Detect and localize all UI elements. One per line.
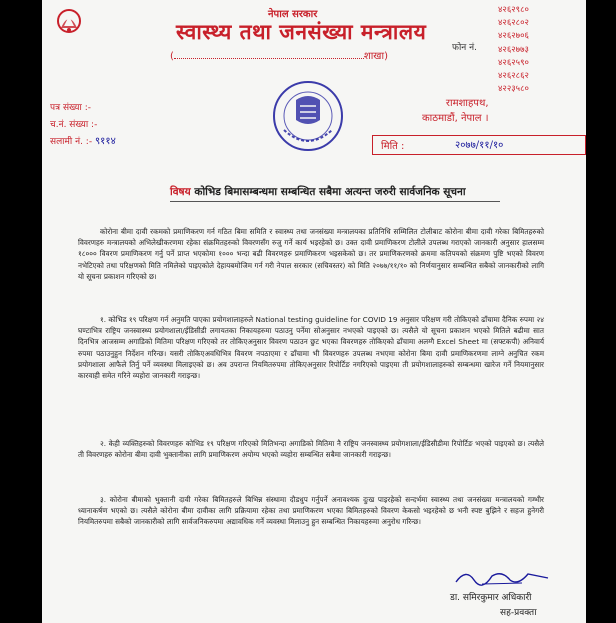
date-box xyxy=(372,135,586,155)
phone-number: ४२६२७०६ xyxy=(498,31,529,42)
date-value: २०७७/११/१० xyxy=(455,140,504,151)
ministry-stamp-icon xyxy=(270,78,346,154)
branch-suffix: शाखा) xyxy=(363,51,388,62)
signatory-title: सह-प्रवक्ता xyxy=(500,608,537,618)
letter-number-label: पत्र संख्या :- xyxy=(50,103,91,113)
subject-label: विषय xyxy=(170,186,191,198)
paragraph-point-3: ३. कोरोना बीमाको भुक्तानी दावी गरेका बिमितहरुले बिभिन्न संस्थामा दौडधुप गर्नुपर्ने अनावश्यक दुःख पाइरहेको सन्दर्भमा स्वास्थ्य तथा जनसंख्या मन्त्रालयको गम्भीर ध्यानाकर्षण भएको छ। त्यसैले कोरोना बीमा दावीका लागि प्रक्रियामा रहेका तथा प्रमाणिकरण भएका बिमितहरुको विवरण केकसो भइरहेको छ भनी स्पष्ट बुझिने र सहज हुनेगरी नियमितरुपमा सबैको जानकारीको लागि सार्वजनिकरुपमा अद्यावधिक गर्ने व्यवस्था मिलाउनु हुन सम्बन्धित निकायहरुमा अनुरोध गरिन्छ। xyxy=(78,495,544,527)
ministry-name: स्वास्थ्य तथा जनसंख्या मन्त्रालय xyxy=(176,20,427,44)
address-line-1: रामशाहपथ, xyxy=(445,98,489,109)
branch-line xyxy=(170,48,388,62)
phone-number: ४२६२५९० xyxy=(498,57,529,68)
phone-number: ४२६२९८० xyxy=(498,5,529,15)
branch-blank xyxy=(174,50,364,59)
branch-prefix: ( xyxy=(170,51,174,62)
phone-list xyxy=(498,4,529,96)
phone-label: फोन नं. xyxy=(452,43,477,53)
subject-text: कोभिड बिमासम्बन्धमा सम्बन्धित सबैमा अत्यन्त जरुरी सार्वजनिक सूचना xyxy=(194,186,466,198)
dispatch-number-label: च.नं. संख्या :- xyxy=(50,120,98,130)
letter-page xyxy=(42,0,586,623)
paragraph-point-2: २. केही व्यक्तिहरुको विवरणहरु कोभिड १९ परिक्षण गरिएको मितिभन्दा अगाडिको मितिमा नै राष्ट्रिय जनस्वास्थ्य प्रयोगशाला/ईडिसीडीमा रिपोर्टिङ भएको पाइएको छ। त्यसैले ती विवरणहरु कोरोना बीमा दावी भुक्तानीका लागि प्रमाणिकरण अयोग्य भएको व्यहोरा सम्बन्धित सबैमा जानकारी गराइन्छ। xyxy=(78,439,544,460)
phone-number: ४२६२८०२ xyxy=(498,18,529,29)
subject-line xyxy=(170,185,466,199)
phone-number: ४२६२७७३ xyxy=(498,44,529,55)
reference-label: सलामी नं. :- xyxy=(50,137,93,147)
reference-number: ९११४ xyxy=(94,136,116,147)
signatory-name: डा. समिरकुमार अधिकारी xyxy=(450,593,532,603)
handwritten-signature-icon xyxy=(452,566,562,588)
nepal-emblem-icon xyxy=(56,6,82,36)
paragraph-point-1: १. कोभिड १९ परिक्षण गर्न अनुमति पाएका प्रयोगशालाहरुले National testing guideline for COVID 19 अनुसार परिक्षण गरी तोकिएको ढाँचामा दैनिक रुपमा २४ घण्टाभित्र राष्ट्रिय जनस्वास्थ्य प्रयोगशाला/ईडिसीडी लगायतका निकायहरुमा पठाउनु पर्नेमा सोअनुसार नभएको पाइएको छ। त्यसैले यो सूचना प्रकाशन भएको मितिले बढीमा सात दिनभित्र आजसम्म अगाडिको मितिमा परिक्षण गरिएको तर तोकिएअनुसार विवरण पठाउन छुट भएका विवरणहरु तोकिएको ढाँचामा अलग्गै Excel Sheet मा (सफ्टकपी) अनिवार्य रुपमा पठाउनुहुन निर्देशन गरिन्छ। यसरी तोकिएअवधिभित्र विवरण नपठाएमा र ढाँचामा भी विवरणहरु उपलब्ध नभएमा कोरोना बिमा दावी प्रमाणिकरणमा लाग्ने अनुचित रकम प्रयोगशाला आफैले तिर्नु पर्ने व्यवस्था मिलाइएको छ। अव उपरान्त नियमितरुपमा तोकिएअनुसार रिपोर्टिङ नगरिएको पाइएमा ती प्रयोगशालाहरुको सम्बन्धमा खारेज गर्ने नियमानुसार कारवाही समेत गरिने व्यहोरा जानकारी गराइन्छ। xyxy=(78,315,544,381)
phone-number: ४२६२८६२ xyxy=(498,71,529,82)
ministry-address xyxy=(422,96,489,126)
phone-number: ४२२३५८० xyxy=(498,84,529,95)
reference-line xyxy=(50,133,116,147)
subject-underline xyxy=(170,201,500,202)
paragraph-intro: कोरोना बीमा दावी रकमको प्रमाणिकरण गर्न गठित बिमा समिति र स्वास्थ्य तथा जनसंख्या मन्त्रालयका प्रतिनिधि सम्मिलित टोलीबाट कोरोना बीमा दावी गरेका बिमितहरुको विवरणहरु मन्त्रालयको अभिलेखीकरणमा रहेका संक्रमितहरुको विवरणसँग रुजु गर्ने कार्य भइरहेको छ। उक्त दावी प्रमाणिकरण टोलीले उपलब्ध गराएको जानकारी अनुसार हालसम्म १८००० विवरण प्रमाणिकरण गर्नु पर्ने प्राप्त भएकोमा १००० भन्दा बढी विवरणहरु प्रमाणिकरण भइसकेको छ। तर प्रमाणिकरणको क्रममा कतिपयको संक्रमण पुष्टि भएको विवरण नभेटिएको तथा परिक्षणको मिति नमिलेको पाइएकोले देहायबमोजिम गर्न गरी नेपाल सरकार (सचिवस्तर) को मिति २०७७/११/१० को निर्णयानुसार सम्बन्धित सबैको जानकारीको लागि यो सूचना प्रकाशन गरिएको छ। xyxy=(78,227,544,281)
address-line-2: काठमाडौं, नेपाल । xyxy=(422,113,489,124)
government-name: नेपाल सरकार xyxy=(268,9,318,20)
date-label: मिति : xyxy=(381,141,405,152)
